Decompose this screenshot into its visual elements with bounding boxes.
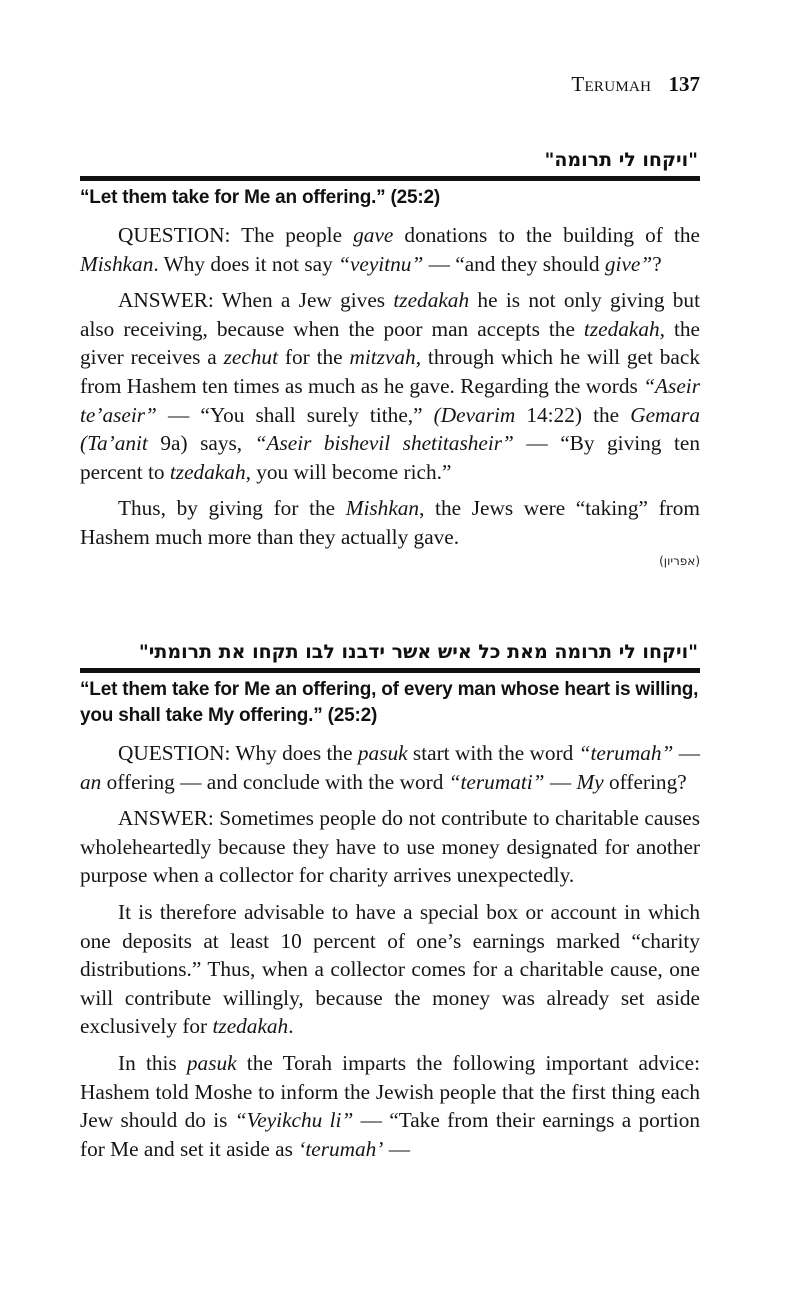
- italic-term: pasuk: [357, 741, 408, 765]
- text-run: .: [288, 1014, 294, 1039]
- english-heading: “Let them take for Me an offering, of every man whose heart is willing, you shall take My offering.” (25:2): [80, 679, 699, 726]
- italic-term: (Devarim: [433, 402, 516, 427]
- text-run: — “By giving ten percent to: [80, 431, 700, 484]
- heading-rule: [80, 668, 700, 673]
- text-run: —: [544, 769, 577, 794]
- body-paragraph: [80, 286, 700, 486]
- text-run: for the: [278, 345, 350, 370]
- page-number: 137: [668, 72, 700, 96]
- running-head: [571, 72, 700, 97]
- italic-term: “Aseir te’aseir”: [80, 373, 700, 427]
- text-run: through which he will get back from Hashem ten times as much as he gave. Regarding the words: [80, 345, 700, 398]
- body-paragraph: [80, 1049, 700, 1163]
- text-run: start with the word: [407, 741, 579, 765]
- text-run: 14:22) the: [515, 402, 631, 427]
- italic-term: “terumati”: [448, 769, 545, 794]
- italic-term: ‘terumah’: [298, 1136, 384, 1161]
- italic-term: “terumah”: [578, 741, 674, 765]
- text-run: you will become rich.”: [250, 459, 452, 484]
- italic-term: gave: [353, 223, 394, 247]
- text-run: offering?: [603, 769, 687, 794]
- italic-term: My: [576, 769, 604, 794]
- italic-term: “veyitnu”: [338, 251, 424, 276]
- text-run: — “and they should: [423, 251, 605, 276]
- text-run: It is therefore advisable to have a special box or account in which one deposits at least 10 percent of one’s earnings marked “charity distributions.” Thus, when a collector comes for a charitable cause, one will contribute willingly, because the money was already set aside exclusively for: [80, 899, 700, 1039]
- italic-term: pasuk: [186, 1050, 237, 1075]
- italic-term: tzedakah,: [583, 316, 665, 341]
- english-heading: “Let them take for Me an offering.” (25:2): [80, 187, 441, 208]
- body-paragraph: [80, 221, 700, 278]
- chapter-title: Terumah: [571, 72, 652, 96]
- text-run: he is not only giving but also receiving, because when the poor man accepts the: [80, 288, 700, 341]
- italic-term: “Veyikchu li”: [234, 1108, 354, 1133]
- text-run: the Torah imparts the following important advice: Hashem told Moshe to inform the Jewish people that the first thing each Jew should do is: [80, 1050, 700, 1133]
- italic-term: an: [80, 769, 102, 794]
- hebrew-heading: "ויקחו לי תרומה": [544, 149, 698, 171]
- body-paragraph: [80, 739, 700, 796]
- heading-rule: [80, 176, 700, 181]
- text-run: ANSWER: When a Jew gives: [118, 288, 394, 313]
- italic-term: give”: [604, 251, 653, 276]
- text-run: In this: [118, 1050, 187, 1075]
- text-run: —: [383, 1136, 411, 1161]
- text-run: QUESTION: The people: [118, 223, 354, 247]
- text-run: Thus, by giving for the: [118, 496, 346, 521]
- italic-term: zechut: [223, 345, 278, 370]
- text-run: — “Take from their earnings a portion for Me and set it aside as: [80, 1108, 700, 1161]
- text-run: — “You shall surely tithe,”: [156, 402, 434, 427]
- text-run: QUESTION: Why does the: [118, 741, 358, 765]
- italic-term: Gemara (Ta’anit: [80, 402, 701, 456]
- italic-term: “Aseir bishevil shetitasheir”: [254, 431, 514, 456]
- section-2: [80, 640, 700, 1163]
- section-body: [80, 739, 700, 1163]
- text-run: donations to the building of the: [393, 223, 700, 247]
- text-run: . Why does it not say: [153, 251, 339, 276]
- text-run: offering — and conclude with the word: [101, 769, 449, 794]
- italic-term: Mishkan: [80, 251, 154, 276]
- italic-term: tzedakah: [393, 288, 470, 313]
- hebrew-heading: "ויקחו לי תרומה מאת כל איש אשר ידבנו לבו תקחו את תרומתי": [138, 641, 698, 663]
- text-run: —: [673, 741, 700, 765]
- italic-term: tzedakah: [212, 1014, 289, 1039]
- text-run: ANSWER: Sometimes people do not contribute to charitable causes wholeheartedly because they have to use money designated for another purpose when a collector for charity arrives unexpectedly.: [80, 806, 700, 888]
- italic-term: tzedakah,: [169, 459, 251, 484]
- body-paragraph: [80, 804, 700, 890]
- source-citation: [80, 552, 700, 570]
- section-1: [80, 148, 700, 570]
- section-body: [80, 221, 700, 552]
- italic-term: mitzvah,: [349, 345, 422, 370]
- text-run: ?: [652, 251, 662, 276]
- text-run: the giver receives a: [80, 316, 700, 370]
- source-text: (אפריון): [659, 553, 700, 568]
- text-run: , the Jews were “taking” from Hashem much more than they actually gave.: [80, 496, 700, 549]
- italic-term: Mishkan: [345, 496, 420, 521]
- body-paragraph: [80, 898, 700, 1041]
- text-run: 9a) says,: [147, 431, 255, 456]
- body-paragraph: [80, 494, 700, 551]
